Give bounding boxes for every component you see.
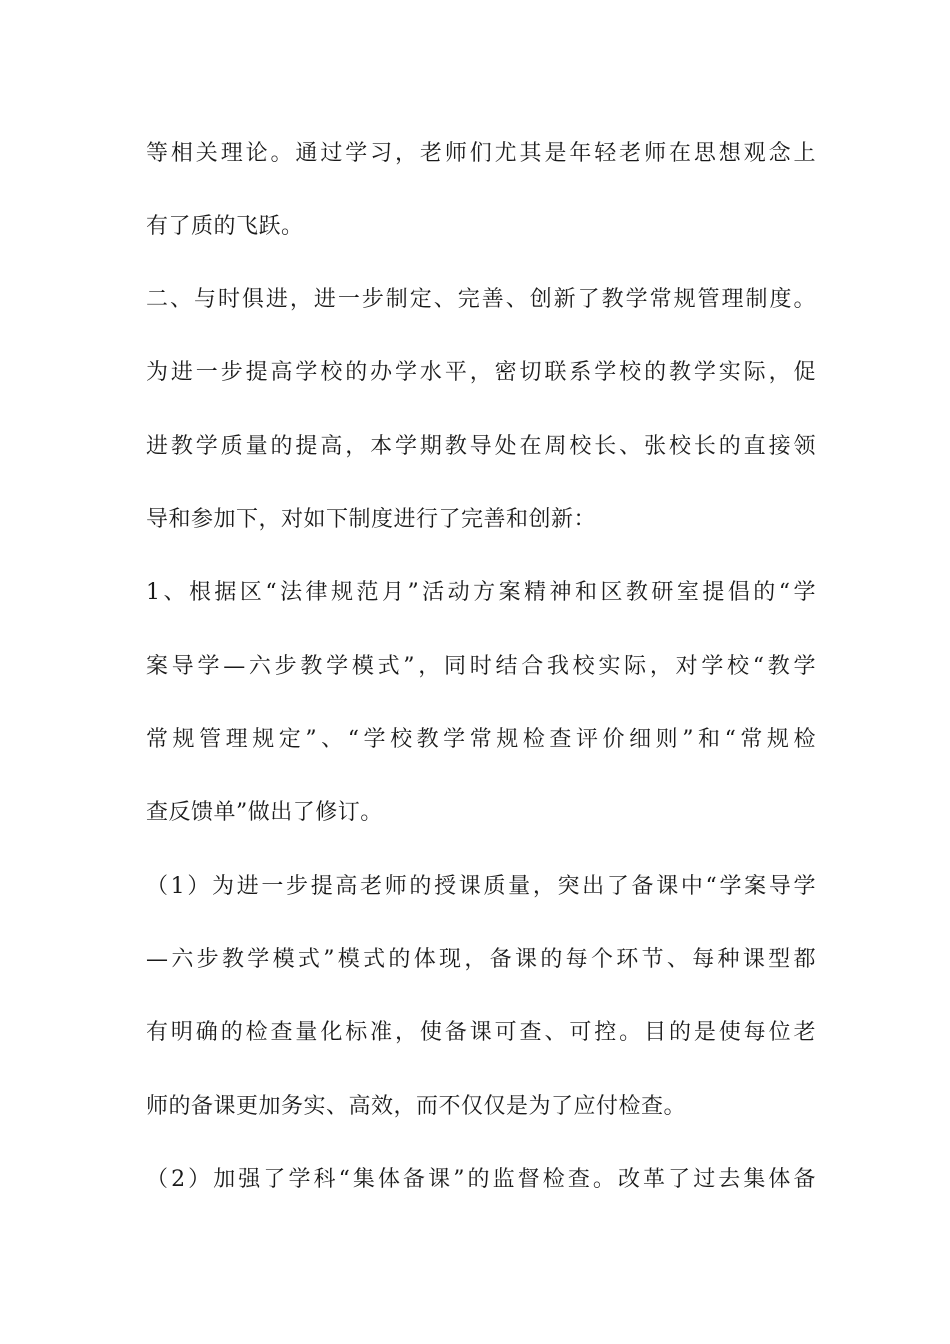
text-line: 有了质的飞跃。 <box>146 214 304 239</box>
text-line: 常规管理规定”、“学校教学常规检查评价细则”和“常规检 <box>146 727 816 752</box>
text-line: 查反馈单”做出了修订。 <box>146 800 383 825</box>
text-line: 案导学—六步教学模式”，同时结合我校实际，对学校“教学 <box>146 654 816 679</box>
text-line: 1、根据区“法律规范月”活动方案精神和区教研室提倡的“学 <box>146 580 816 605</box>
text-line: 导和参加下，对如下制度进行了完善和创新： <box>146 507 597 532</box>
text-line: 师的备课更加务实、高效，而不仅仅是为了应付检查。 <box>146 1094 687 1119</box>
text-line: （2）加强了学科“集体备课”的监督检查。改革了过去集体备 <box>146 1167 816 1192</box>
section-heading: 二、与时俱进，进一步制定、完善、创新了教学常规管理制度。 <box>146 287 816 312</box>
text-line: 等相关理论。通过学习，老师们尤其是年轻老师在思想观念上 <box>146 141 816 166</box>
text-line: （1）为进一步提高老师的授课质量，突出了备课中“学案导学 <box>146 874 816 899</box>
text-line: 为进一步提高学校的办学水平，密切联系学校的教学实际，促 <box>146 360 816 385</box>
text-line: 进教学质量的提高，本学期教导处在周校长、张校长的直接领 <box>146 434 816 459</box>
text-line: —六步教学模式”模式的体现，备课的每个环节、每种课型都 <box>146 947 816 972</box>
text-line: 有明确的检查量化标准，使备课可查、可控。目的是使每位老 <box>146 1020 816 1045</box>
